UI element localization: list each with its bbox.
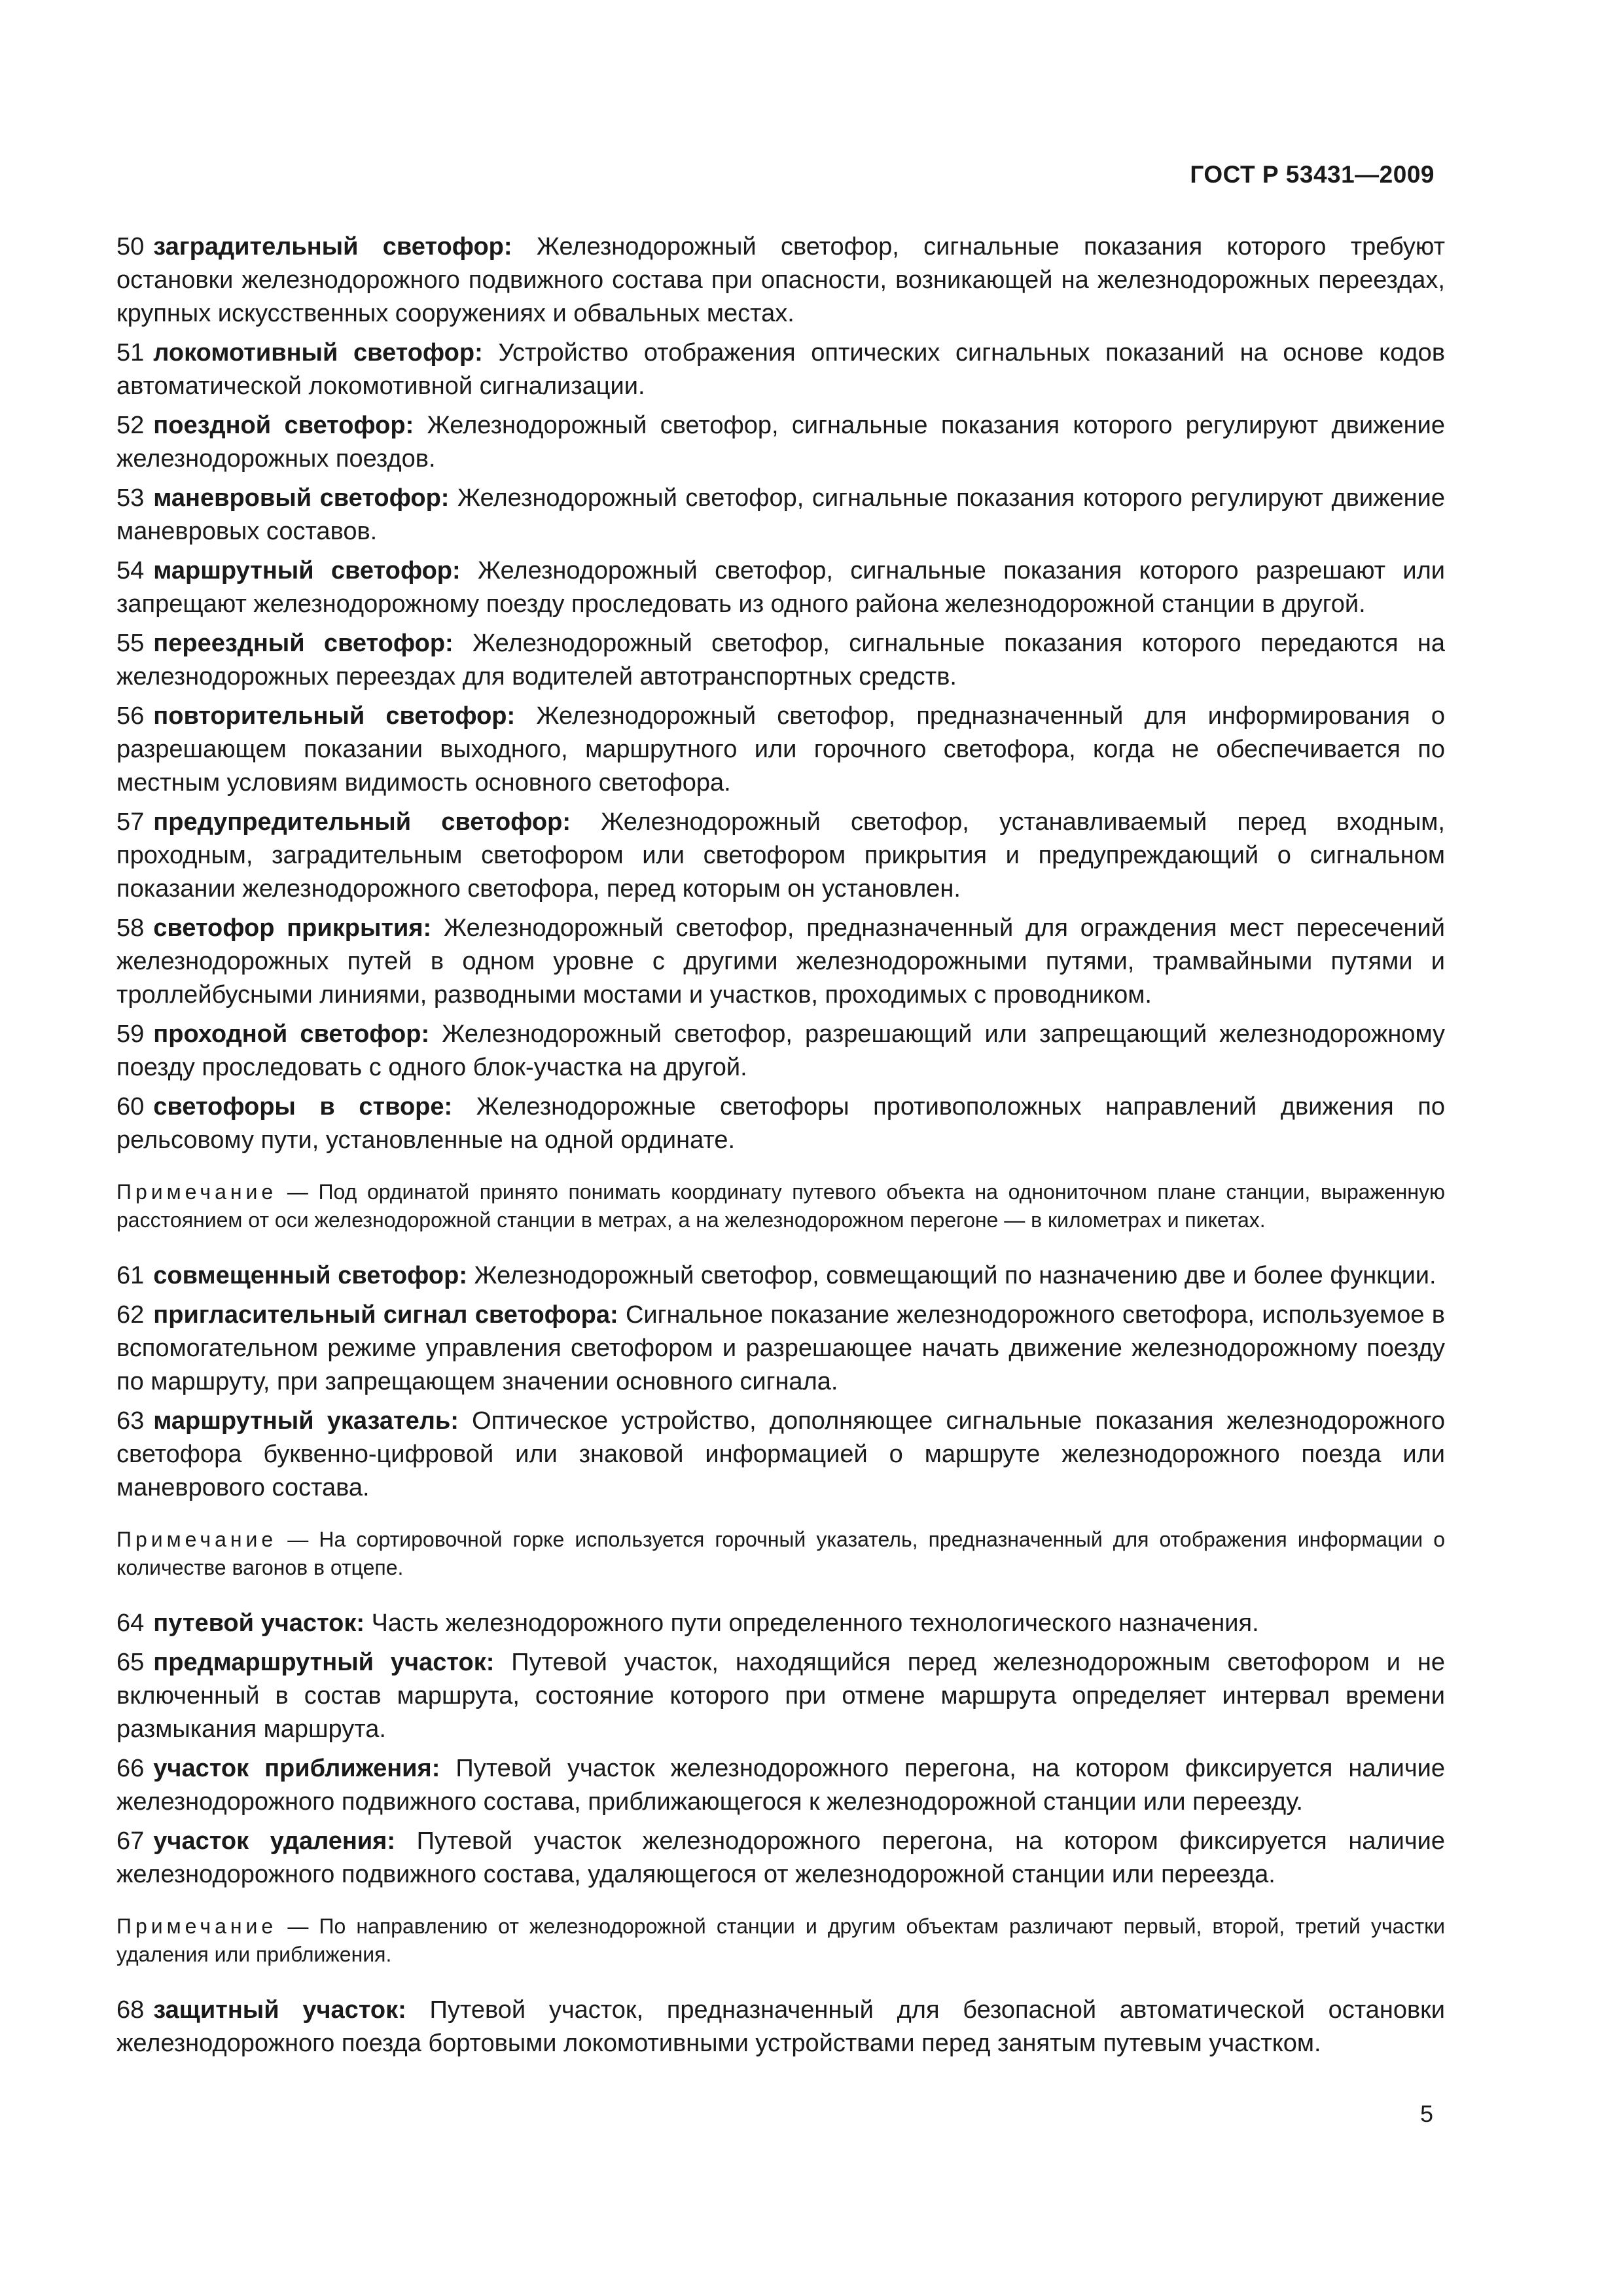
term-definition: Железнодорожный светофор, разрешающий или запрещающий железнодорожному поезду проследовать с одного блок-участка на другой.: [116, 1020, 1445, 1081]
term-title: повторительный светофор:: [153, 702, 516, 730]
term-title: пригласительный сигнал светофора:: [153, 1301, 618, 1329]
term-title: светофор прикрытия:: [153, 914, 432, 942]
term-entry: [116, 1646, 1445, 1746]
document-id-header: ГОСТ Р 53431—2009: [1190, 161, 1435, 188]
note-block: [116, 1526, 1445, 1582]
term-entry: [116, 336, 1445, 403]
term-definition: Железнодорожный светофор, сигнальные показания которого передаются на железнодорожных переездах для водителей автотранспортных средств.: [116, 630, 1446, 691]
note-text: По направлению от железнодорожной станции и другим объектам различают первый, второй, третий участки удаления или приближения.: [116, 1914, 1445, 1966]
term-number: 54: [116, 557, 145, 584]
note-label: Примечание: [116, 1180, 277, 1204]
note-block: [116, 1178, 1445, 1234]
term-title: маршрутный светофор:: [153, 557, 461, 584]
term-definition: Железнодорожный светофор, сигнальные показания которого регулируют движение маневровых составов.: [116, 484, 1445, 545]
term-title: локомотивный светофор:: [153, 339, 483, 367]
note-label: Примечание: [116, 1528, 277, 1551]
note-block: [116, 1912, 1445, 1969]
term-title: заградительный светофор:: [153, 233, 512, 260]
term-number: 60: [116, 1093, 145, 1121]
term-entry: [116, 700, 1445, 800]
term-title: путевой участок:: [153, 1609, 365, 1637]
note-label: Примечание: [116, 1914, 277, 1938]
term-number: 56: [116, 702, 145, 730]
term-entry: [116, 912, 1445, 1012]
term-entry: [116, 554, 1445, 621]
term-definition: Железнодорожный светофор, сигнальные показания которого регулируют движение железнодорожных поездов.: [116, 412, 1445, 473]
term-number: 65: [116, 1649, 145, 1676]
term-number: 50: [116, 233, 145, 260]
term-definition: Железнодорожные светофоры противоположных направлений движения по рельсовому пути, установленные на одной ординате.: [116, 1093, 1445, 1154]
term-title: предупредительный светофор:: [153, 808, 571, 836]
term-entry: [116, 1018, 1445, 1085]
term-number: 55: [116, 630, 145, 657]
term-definition: Сигнальное показание железнодорожного светофора, используемое в вспомогательном режиме управления светофором и разрешающее начать движение железнодорожному поезду по маршруту, при запрещающем значении основного сигнала.: [116, 1301, 1445, 1395]
term-entry: [116, 1299, 1445, 1399]
term-number: 68: [116, 1996, 145, 2024]
term-entry: [116, 1607, 1445, 1640]
term-title: маневровый светофор:: [153, 484, 450, 512]
term-number: 62: [116, 1301, 145, 1329]
term-title: участок приближения:: [153, 1755, 440, 1782]
term-entry: [116, 230, 1445, 331]
note-text: Под ординатой принято понимать координату путевого объекта на однониточном плане станции, выраженную расстоянием от оси железнодорожной станции в метрах, а на железнодорожном перегоне — в километрах и пикетах.: [116, 1180, 1446, 1232]
term-title: проходной светофор:: [153, 1020, 430, 1048]
term-number: 66: [116, 1755, 145, 1782]
term-title: маршрутный указатель:: [153, 1407, 459, 1435]
term-title: защитный участок:: [153, 1996, 406, 2024]
term-definition: Железнодорожный светофор, совмещающий по назначению две и более функции.: [467, 1262, 1436, 1289]
term-number: 64: [116, 1609, 145, 1637]
terms-list: [116, 230, 1445, 2066]
term-definition: Железнодорожный светофор, сигнальные показания которого требуют остановки железнодорожного подвижного состава при опасности, возникающей на железнодорожных переездах, крупных искусственных сооружениях и обвальных местах.: [116, 233, 1445, 327]
term-entry: [116, 806, 1445, 906]
term-definition: Путевой участок, находящийся перед железнодорожным светофором и не включенный в состав маршрута, состояние которого при отмене маршрута определяет интервал времени размыкания маршрута.: [116, 1649, 1445, 1743]
term-title: переездный светофор:: [153, 630, 454, 657]
term-definition: Путевой участок железнодорожного перегона, на котором фиксируется наличие железнодорожного подвижного состава, приближающегося к железнодорожной станции или переезду.: [116, 1755, 1446, 1816]
note-text: На сортировочной горке используется горочный указатель, предназначенный для отображения информации о количестве вагонов в отцепе.: [116, 1528, 1446, 1579]
term-definition: Железнодорожный светофор, устанавливаемый перед входным, проходным, заградительным светофором или светофором прикрытия и предупреждающий о сигнальном показании железнодорожного светофора, перед которым он установлен.: [116, 808, 1445, 903]
term-number: 53: [116, 484, 145, 512]
term-entry: [116, 409, 1445, 476]
term-number: 63: [116, 1407, 145, 1435]
term-definition: Оптическое устройство, дополняющее сигнальные показания железнодорожного светофора буквенно-цифровой или знаковой информацией о маршруте железнодорожного поезда или маневрового состава.: [116, 1407, 1445, 1501]
term-definition: Железнодорожный светофор, предназначенный для информирования о разрешающем показании выходного, маршрутного или горочного светофора, когда не обеспечивается по местным условиям видимость основного светофора.: [116, 702, 1445, 797]
term-entry: [116, 1994, 1445, 2060]
term-definition: Железнодорожный светофор, предназначенный для ограждения мест пересечений железнодорожных путей в одном уровне с другими железнодорожными путями, трамвайными путями и троллейбусными линиями, разводными мостами и участков, проходимых с проводником.: [116, 914, 1445, 1009]
term-number: 58: [116, 914, 145, 942]
term-definition: Путевой участок, предназначенный для безопасной автоматической остановки железнодорожного поезда бортовыми локомотивными устройствами перед занятым путевым участком.: [116, 1996, 1445, 2057]
term-entry: [116, 627, 1445, 694]
term-definition: Путевой участок железнодорожного перегона, на котором фиксируется наличие железнодорожного подвижного состава, удаляющегося от железнодорожной станции или переезда.: [116, 1827, 1446, 1888]
term-number: 51: [116, 339, 145, 367]
term-number: 67: [116, 1827, 145, 1855]
note-dash: —: [277, 1914, 319, 1938]
term-definition: Железнодорожный светофор, сигнальные показания которого разрешают или запрещают железнодорожному поезду проследовать из одного района железнодорожной станции в другой.: [116, 557, 1445, 618]
term-title: участок удаления:: [153, 1827, 396, 1855]
term-definition: Часть железнодорожного пути определенного технологического назначения.: [365, 1609, 1259, 1637]
term-title: светофоры в створе:: [153, 1093, 453, 1121]
term-entry: [116, 1752, 1445, 1819]
term-number: 52: [116, 412, 145, 439]
term-entry: [116, 1090, 1445, 1157]
note-dash: —: [277, 1180, 319, 1204]
term-entry: [116, 1405, 1445, 1505]
term-title: совмещенный светофор:: [153, 1262, 467, 1289]
note-dash: —: [277, 1528, 319, 1551]
term-entry: [116, 482, 1445, 548]
term-entry: [116, 1825, 1445, 1892]
term-definition: Устройство отображения оптических сигнальных показаний на основе кодов автоматической локомотивной сигнализации.: [116, 339, 1445, 400]
term-number: 57: [116, 808, 145, 836]
term-entry: [116, 1259, 1445, 1293]
page-number: 5: [1419, 2100, 1433, 2127]
term-number: 59: [116, 1020, 145, 1048]
term-title: предмаршрутный участок:: [153, 1649, 495, 1676]
term-number: 61: [116, 1262, 145, 1289]
term-title: поездной светофор:: [153, 412, 414, 439]
